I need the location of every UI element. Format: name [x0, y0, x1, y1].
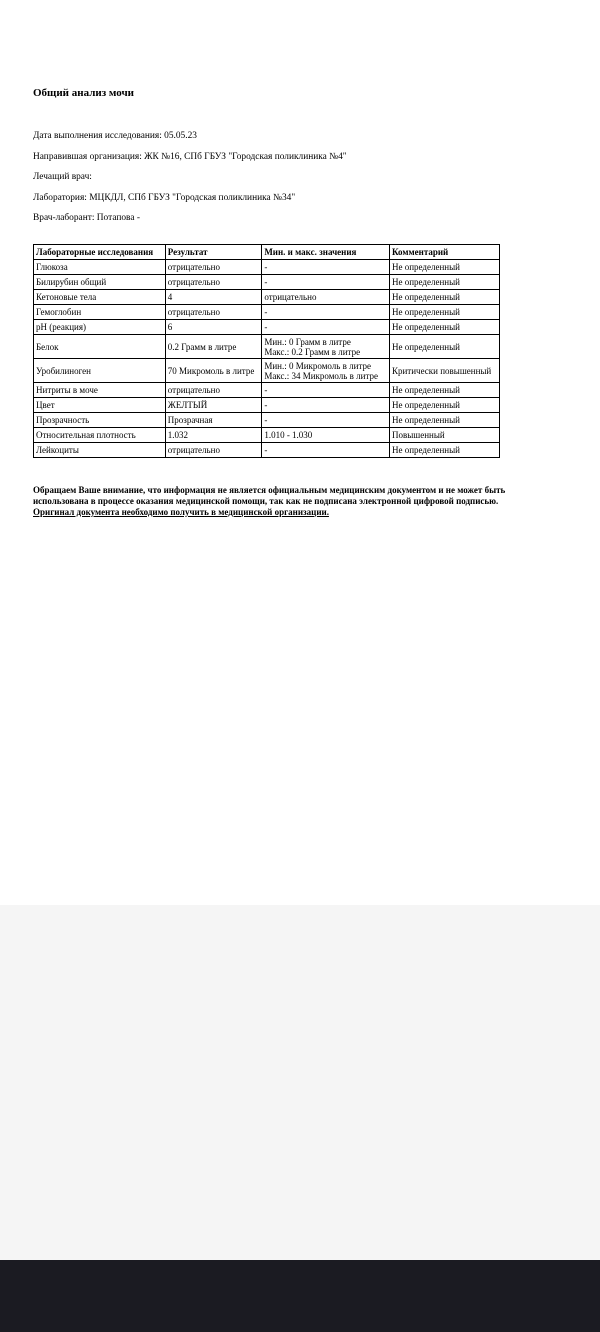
cell-test-name: Кетоновые тела	[34, 290, 166, 305]
cell-test-name: Цвет	[34, 398, 166, 413]
cell-test-name: Лейкоциты	[34, 443, 166, 458]
table-row	[34, 260, 500, 275]
cell-comment: Повышенный	[389, 428, 499, 443]
cell-result: отрицательно	[165, 443, 262, 458]
attending-doctor: Лечащий врач:	[33, 172, 92, 182]
cell-comment: Не определенный	[389, 383, 499, 398]
laboratory: Лаборатория: МЦКДЛ, СПб ГБУЗ "Городская поликлиника №34"	[33, 193, 296, 203]
cell-result: ЖЕЛТЫЙ	[165, 398, 262, 413]
table-row	[34, 443, 500, 458]
cell-test-name: Уробилиноген	[34, 359, 166, 383]
cell-range: 1.010 - 1.030	[262, 428, 390, 443]
cell-result: 70 Микромоль в литре	[165, 359, 262, 383]
cell-comment: Не определенный	[389, 320, 499, 335]
cell-test-name: Гемоглобин	[34, 305, 166, 320]
range-min: Мин.: 0 Грамм в литре	[264, 336, 351, 347]
cell-test-name: Глюкоза	[34, 260, 166, 275]
document-title: Общий анализ мочи	[33, 87, 134, 99]
cell-comment: Не определенный	[389, 275, 499, 290]
table-row	[34, 335, 500, 359]
cell-comment: Не определенный	[389, 398, 499, 413]
test-date: Дата выполнения исследования: 05.05.23	[33, 131, 197, 141]
cell-range: -	[262, 305, 390, 320]
table-row	[34, 275, 500, 290]
cell-comment: Не определенный	[389, 335, 499, 359]
results-table	[33, 244, 500, 458]
table-row	[34, 413, 500, 428]
header-result: Результат	[165, 245, 262, 260]
cell-comment: Не определенный	[389, 290, 499, 305]
header-comment: Комментарий	[389, 245, 499, 260]
cell-range: -	[262, 260, 390, 275]
cell-test-name: Нитриты в моче	[34, 383, 166, 398]
table-row	[34, 398, 500, 413]
cell-result: Прозрачная	[165, 413, 262, 428]
cell-comment: Не определенный	[389, 305, 499, 320]
cell-result: отрицательно	[165, 260, 262, 275]
cell-range: -	[262, 443, 390, 458]
cell-range	[262, 335, 390, 359]
table-row	[34, 320, 500, 335]
cell-result: отрицательно	[165, 275, 262, 290]
cell-result: 0.2 Грамм в литре	[165, 335, 262, 359]
cell-range: -	[262, 398, 390, 413]
table-row	[34, 290, 500, 305]
cell-comment: Не определенный	[389, 443, 499, 458]
cell-result: отрицательно	[165, 305, 262, 320]
disclaimer-text: Обращаем Ваше внимание, что информация не является официальным медицинским документом и не может быть использована в процессе оказания медицинской помощи, так как не подписана электронной цифровой подписью.	[33, 485, 506, 506]
header-range: Мин. и макс. значения	[262, 245, 390, 260]
cell-test-name: Белок	[34, 335, 166, 359]
cell-test-name: Относительная плотность	[34, 428, 166, 443]
cell-result: отрицательно	[165, 383, 262, 398]
cell-result: 6	[165, 320, 262, 335]
cell-test-name: pH (реакция)	[34, 320, 166, 335]
cell-comment: Не определенный	[389, 260, 499, 275]
header-test-name: Лабораторные исследования	[34, 245, 166, 260]
cell-range: -	[262, 275, 390, 290]
table-row	[34, 359, 500, 383]
cell-result: 1.032	[165, 428, 262, 443]
cell-range: -	[262, 413, 390, 428]
cell-range: отрицательно	[262, 290, 390, 305]
cell-range: -	[262, 383, 390, 398]
cell-range: -	[262, 320, 390, 335]
table-row	[34, 383, 500, 398]
table-row	[34, 428, 500, 443]
range-max: Макс.: 34 Микромоль в литре	[264, 370, 378, 381]
cell-comment: Критически повышенный	[389, 359, 499, 383]
bottom-bar	[0, 1260, 600, 1332]
cell-comment: Не определенный	[389, 413, 499, 428]
range-max: Макс.: 0.2 Грамм в литре	[264, 346, 361, 357]
cell-test-name: Билирубин общий	[34, 275, 166, 290]
range-min: Мин.: 0 Микромоль в литре	[264, 360, 371, 371]
lab-doctor: Врач-лаборант: Потапова -	[33, 213, 140, 223]
cell-result: 4	[165, 290, 262, 305]
cell-range	[262, 359, 390, 383]
disclaimer-notice	[33, 485, 553, 518]
table-row	[34, 305, 500, 320]
table-header-row	[34, 245, 500, 260]
empty-viewer-area	[0, 905, 600, 1260]
cell-test-name: Прозрачность	[34, 413, 166, 428]
referring-organization: Направившая организация: ЖК №16, СПб ГБУЗ "Городская поликлиника №4"	[33, 152, 347, 162]
disclaimer-original-note: Оригинал документа необходимо получить в медицинской организации.	[33, 507, 329, 517]
